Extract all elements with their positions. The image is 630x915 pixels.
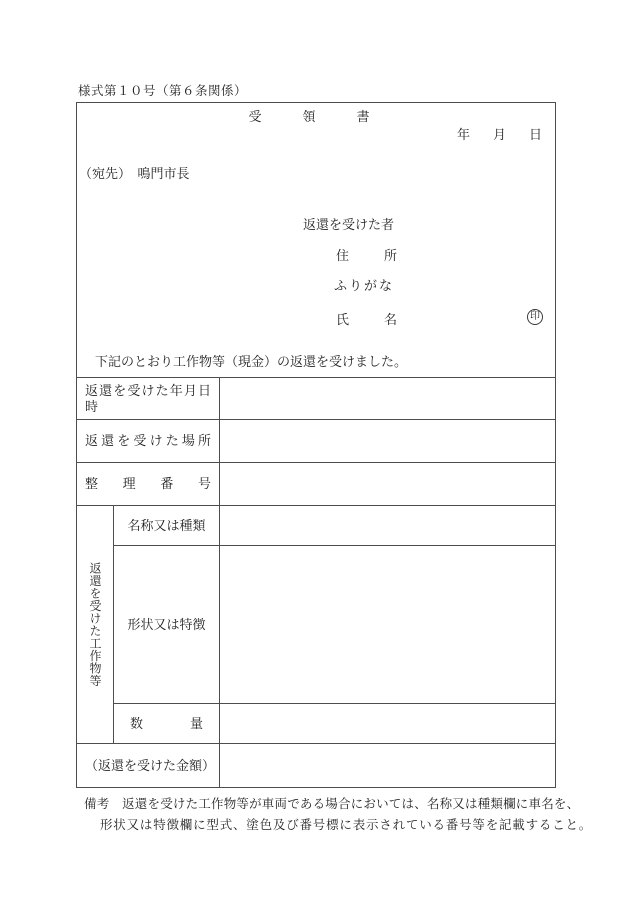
row-value-shape-or-features: [220, 546, 555, 704]
remarks-note-line-1: 備考 返還を受けた工作物等が車両である場合においては、名称又は種類欄に車名を、: [84, 797, 580, 811]
seal-mark-icon: 印: [527, 309, 543, 325]
remarks-note-line-2: 形状又は特徴欄に型式、塗色及び番号標に表示されている番号等を記載すること。: [100, 818, 593, 832]
form-number: 様式第１０号（第６条関係）: [78, 84, 248, 98]
row-label-place-received: 返還を受けた場所: [77, 420, 220, 463]
row-value-quantity: [220, 704, 555, 744]
row-label-reference-number: 整理番号: [77, 463, 220, 506]
row-value-name-or-type: [220, 506, 555, 546]
declaration-text: 下記のとおり工作物等（現金）の返還を受けました。: [95, 354, 408, 369]
row-value-place-received: [220, 420, 555, 463]
row-value-amount-returned: [220, 744, 555, 787]
page-title: 受 領 書: [248, 109, 384, 124]
row-label-date-received: 返還を受けた年月日時: [77, 378, 220, 420]
row-label-shape-or-features: 形状又は特徴: [114, 546, 220, 704]
address-label: 住 所: [336, 248, 401, 263]
row-value-reference-number: [220, 463, 555, 506]
recipient-heading: 返還を受けた者: [303, 217, 395, 232]
name-label: 氏 名: [336, 312, 401, 327]
row-value-date-received: [220, 378, 555, 420]
form-table: [76, 377, 556, 788]
row-label-amount-returned: （返還を受けた金額）: [77, 744, 220, 787]
addressee-line: （宛先） 鳴門市長: [79, 166, 190, 181]
row-label-quantity: 数量: [114, 704, 220, 744]
furigana-label: ふりがな: [334, 278, 395, 293]
group-label-returned-items: 返還を受けた工作物等: [77, 506, 114, 744]
date-line: 年 月 日: [456, 127, 547, 142]
row-label-name-or-type: 名称又は種類: [114, 506, 220, 546]
